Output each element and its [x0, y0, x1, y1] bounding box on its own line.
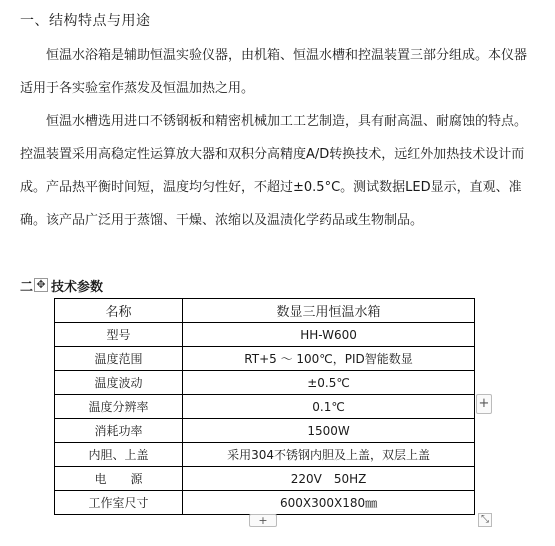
table-row — [55, 323, 475, 347]
table-row — [55, 419, 475, 443]
add-column-plus-icon[interactable]: + — [476, 394, 492, 414]
table-cell-value: 0.1℃ — [183, 395, 475, 419]
table-cell-value: 220V 50HZ — [183, 467, 475, 491]
section2-heading-text: 技术参数 — [51, 280, 104, 295]
table-cell-label: 内胆、上盖 — [55, 443, 183, 467]
table-row — [55, 371, 475, 395]
table-cell-value: 采用304不锈钢内胆及上盖，双层上盖 — [183, 443, 475, 467]
table-cell-label: 工作室尺寸 — [55, 491, 183, 515]
table-cell-label: 电 源 — [55, 467, 183, 491]
table-cell-value: ±0.5℃ — [183, 371, 475, 395]
section1-heading: 一、结构特点与用途 — [20, 13, 151, 29]
table-row — [55, 467, 475, 491]
table-cell-value: 数显三用恒温水箱 — [183, 299, 475, 323]
paragraph-usage-text: 该产品广泛用于蒸馏、干燥、浓缩以及温渍化学药品或生物制品。 — [46, 213, 424, 228]
table-row — [55, 443, 475, 467]
table-cell-value: RT+5 ～ 100℃，PID智能数显 — [183, 347, 475, 371]
table-cell-label: 型号 — [55, 323, 183, 347]
add-row-plus-icon[interactable]: + — [249, 514, 277, 527]
table-row — [55, 395, 475, 419]
table-move-icon[interactable]: ✥ — [34, 278, 48, 292]
table-cell-value: 600X300X180㎜ — [183, 491, 475, 515]
table-resize-icon[interactable]: ⤡ — [478, 513, 492, 527]
table-row — [55, 347, 475, 371]
table-cell-value: HH-W600 — [183, 323, 475, 347]
table-cell-label: 温度范围 — [55, 347, 183, 371]
paragraph-usage — [20, 204, 530, 237]
table-row — [55, 299, 475, 323]
section2-heading-prefix: 二 — [20, 280, 34, 295]
paragraph-intro-text: 恒温水浴箱是辅助恒温实验仪器，由机箱、恒温水槽和控温装置三部分组成。本仪器适用于各实验室作蒸发及恒温加热之用。 — [20, 48, 528, 96]
paragraph-intro — [20, 39, 530, 105]
table-cell-label: 温度分辨率 — [55, 395, 183, 419]
table-row — [55, 491, 475, 515]
table-cell-label: 消耗功率 — [55, 419, 183, 443]
table-cell-label: 温度波动 — [55, 371, 183, 395]
table-cell-label: 名称 — [55, 299, 183, 323]
table-cell-value: 1500W — [183, 419, 475, 443]
spec-table — [54, 298, 475, 515]
paragraph-construction-text: 恒温水槽选用进口不锈钢板和精密机械加工工艺制造，具有耐高温、耐腐蚀的特点。控温装置采用高稳定性运算放大器和双积分高精度A/D转换技术，远红外加热技术设计而成。产品热平衡时间短，温度均匀性好，不超过±0.5°C。测试数据LED显示，直观、准确。 — [20, 114, 528, 228]
